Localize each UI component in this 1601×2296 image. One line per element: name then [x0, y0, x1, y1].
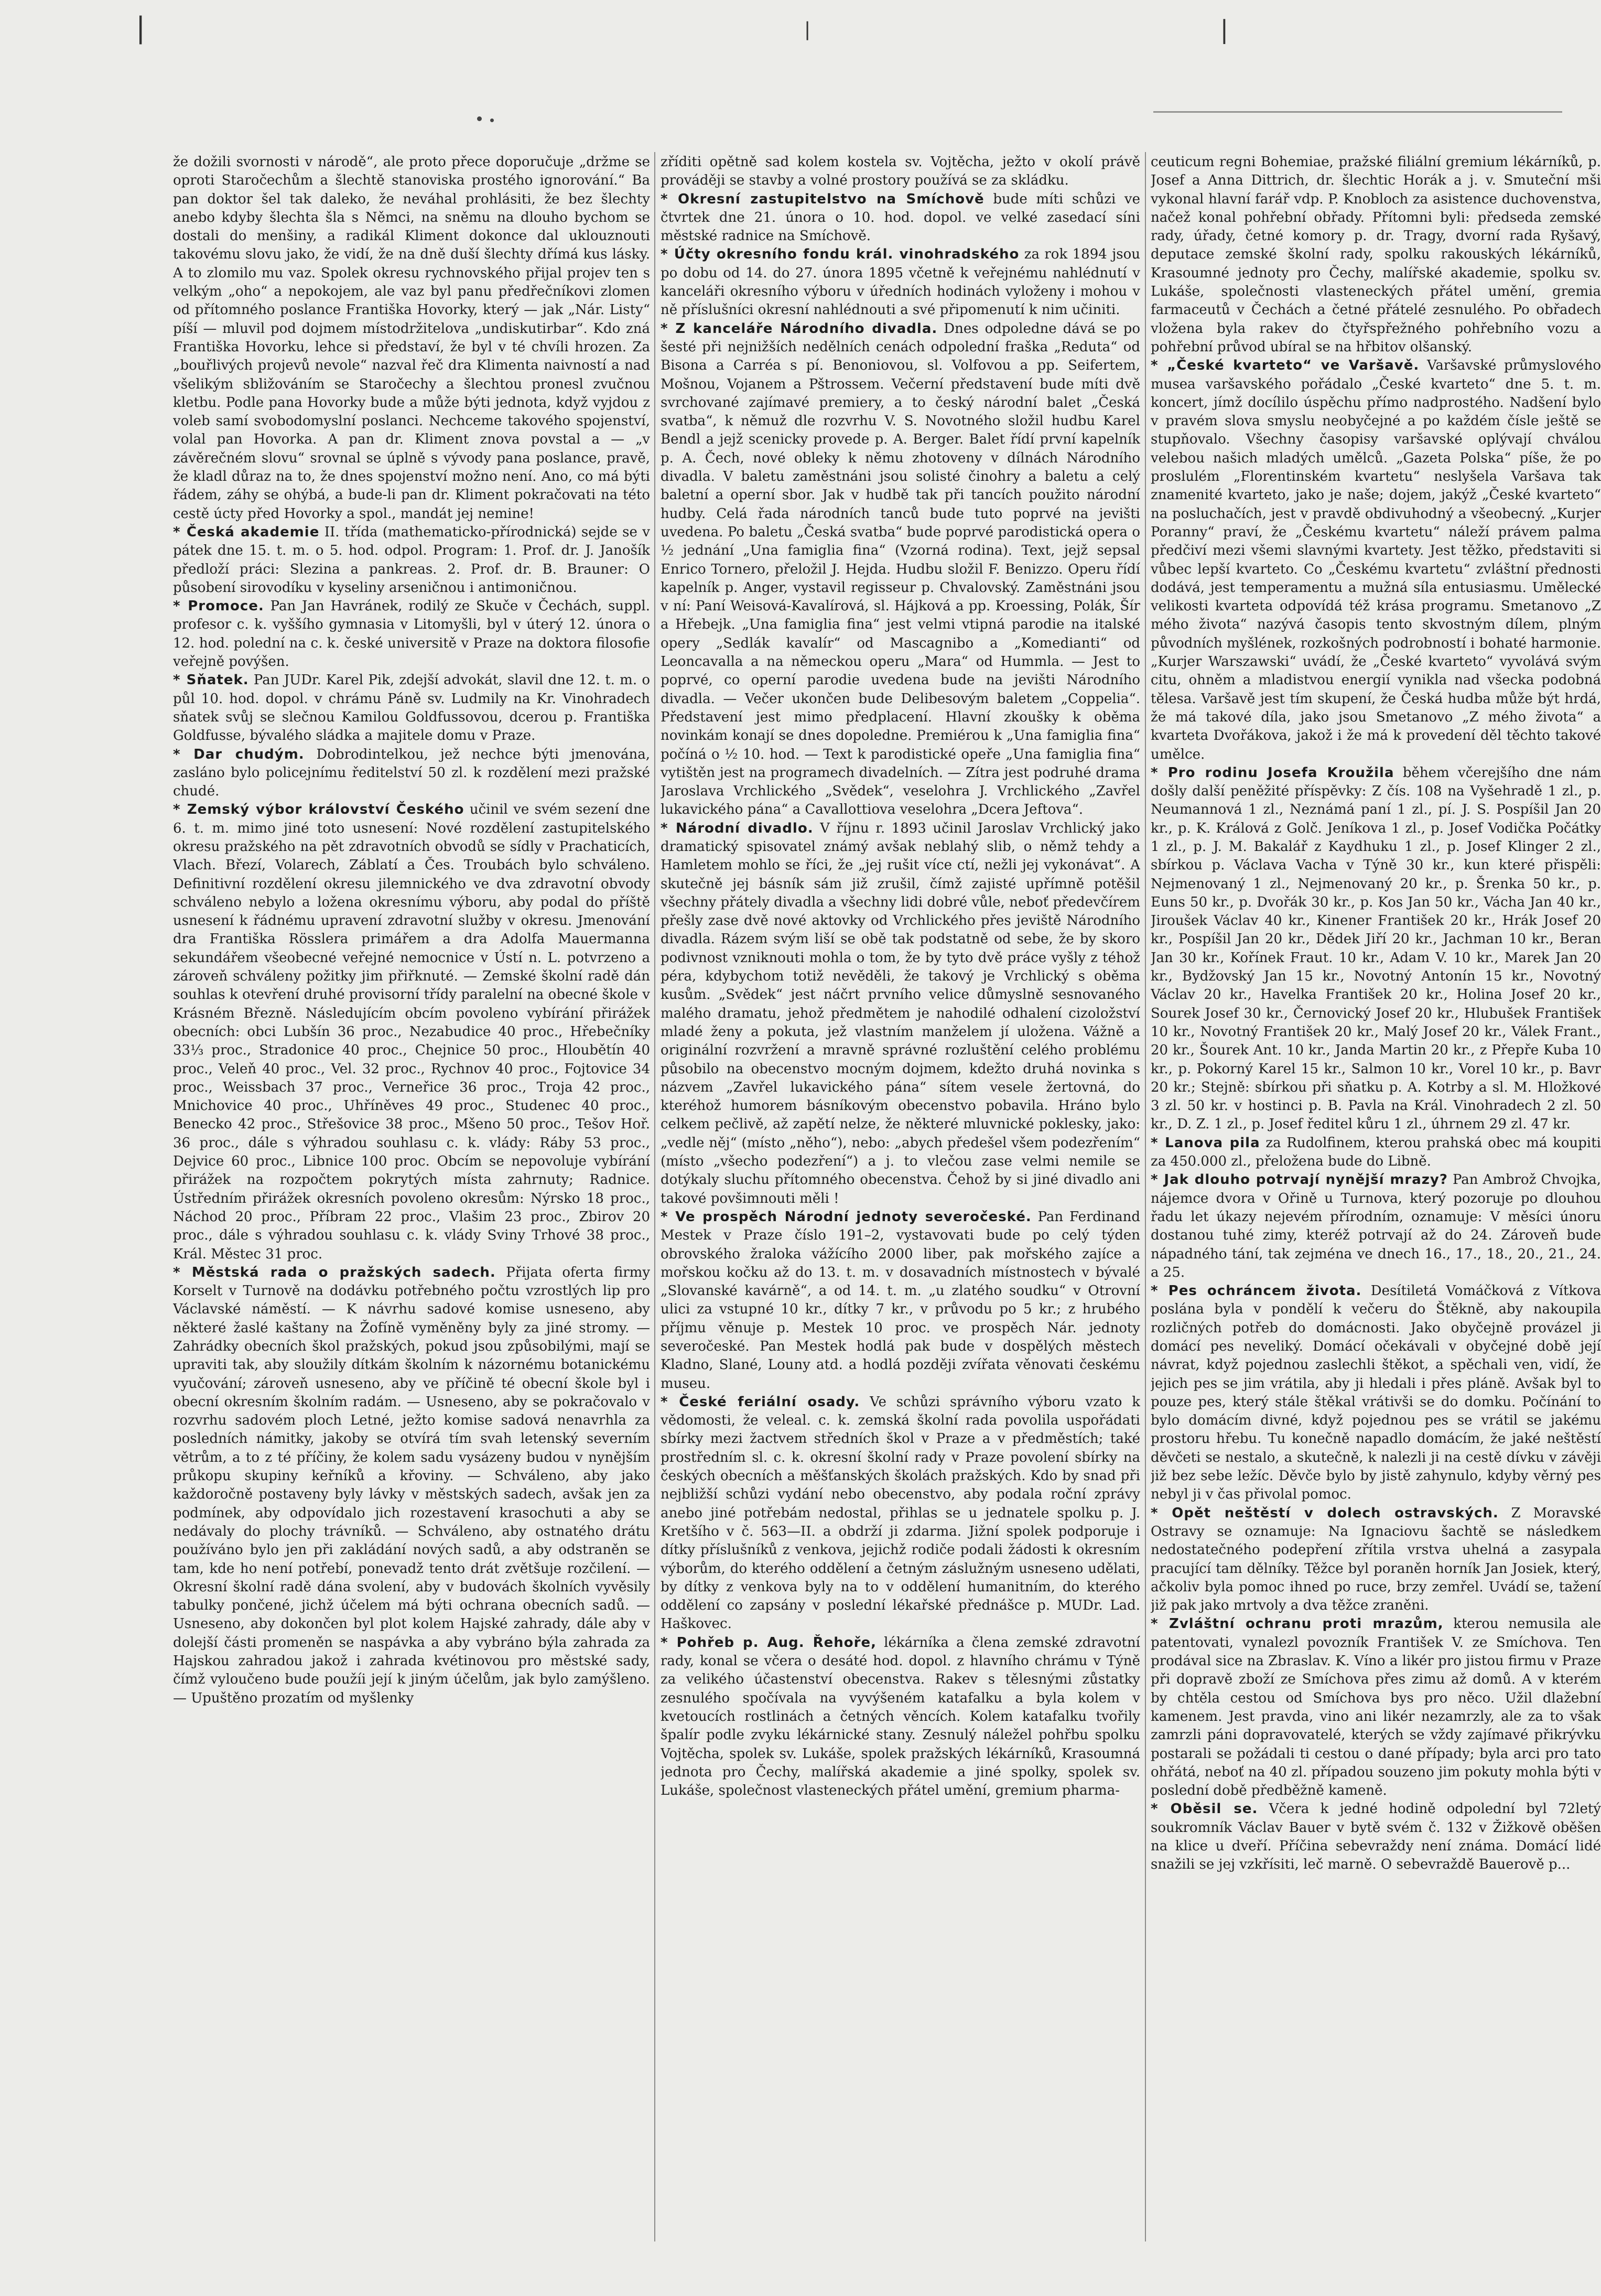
article-heading: * Zvláštní ochranu proti mrazům, [1151, 1616, 1444, 1632]
article-heading: * Promoce. [173, 598, 264, 615]
article-heading: * Národní divadlo. [661, 820, 814, 836]
article-heading: * Oběsil se. [1151, 1801, 1258, 1817]
article-heading: * Jak dlouho potrvají nynější mrazy? [1151, 1172, 1448, 1188]
article-heading: * „České kvarteto“ ve Varšavě. [1151, 358, 1420, 374]
column-rule-2 [1145, 152, 1146, 2241]
article-heading: * Česká akademie [173, 524, 320, 540]
article-paragraph: * Dar chudým. Dobrodintelkou, jež nechce býti jmenována, zasláno bylo policejnímu ředitelství 50 zl. k rozdělení mezi pražské chudé. [173, 746, 650, 800]
article-heading: * Z kanceláře Národního divadla. [661, 320, 938, 337]
article-heading: * Pro rodinu Josefa Kroužila [1151, 764, 1394, 781]
article-paragraph: * Česká akademie II. třída (mathematicko-přírodnická) sejde se v pátek dne 15. t. m. o 5. hod. odpol. Program: 1. Prof. dr. J. Janošík předloží práci: Slezina a pankreas. 2. Prof. dr. B. Brauner: O působení sirovodíku v kyseliny arseničnou i antimoničnou. [173, 524, 650, 596]
header-dot-1 [477, 116, 482, 121]
article-paragraph: zříditi opětně sad kolem kostela sv. Vojtěcha, ježto v okolí právě prováději se stavby a volné prostory používá se za skládku. [661, 154, 1140, 189]
article-paragraph: * Národní divadlo. V říjnu r. 1893 učinil Jaroslav Vrchlický jako dramatický spisovatel známý avšak neblahý slib, o němž tehdy a Hamletem mohlo se říci, že „jej rušit více ctí, nežli jej vykonávat“. A skutečně jej básník sám již zrušil, čímž zajisté upřímně potěšil všechny přátely divadla a všechny lidi dobré vůle, neboť předevčírem přešly zase dvě nové aktovky od Vrchlického přes jeviště Národního divadla. Rázem svým liší se obě tak podstatně od sebe, že by skoro podivnost vzniknouti mohla o tom, že by tyto dvě práce vyšly z téhož péra, kdybychom totiž nevěděli, že takový je Vrchlický s oběma kusům. „Svědek“ jest náčrt prvního velice důmyslně sesnovaného malého dramatu, jehož předmětem je nahodilé odhalení cizoložství mladé ženy a pokuta, jež vlastním manželem jí uložena. Vážně a originální rozvržení a mravně správné rozluštění celého problému působilo na obecenstvo mocným dojmem, kdežto druhá novinka s názvem „Zavřel lukavického pána“ sítem vesele žertovná, do kteréhož humorem básníkovým obecenstvo pobavila. Hráno bylo celkem pečlivě, až zapětí nelze, že některé mluvnické poklesky, jako: „vedle něj“ (místo „něho“), nebo: „abych předešel všem podezřením“ (místo „všecho podezření“) a j. to vlečou zase velmi nemile se dotýkaly sluchu přítomného obecenstva. Čehož by si jiné divadlo ani takové povšimnouti měli ! [661, 820, 1140, 1206]
article-paragraph: že dožili svornosti v národě“, ale proto přece doporučuje „držme se oproti Staročechům a šlechtě stanoviska prostého ignorování.“ Ba pan doktor šel tak daleko, že neváhal prohlásiti, že bez šlechty anebo kdyby šlechta šla s Němci, na sněmu na dlouho bychom se dostali do menšiny, a radikál Kliment dokonce dal uklouznouti takovému slovu jako, že vidí, že na dně duší šlechty dřímá kus lásky. A to zlomilo mu vaz. Spolek okresu rychnovského přijal projev ten s velkým „oho“ a nepokojem, ale vaz byl panu předřečníkovi zlomen od přítomného poslance Františka Hovorky, který — jak „Nár. Listy“ píší — mluvil pod dojmem místodržitelova „undiskutirbar“. Kdo zná Františka Hovorku, lehce si představí, že byl v té chvíli hrozen. Za „bouřlivých projevů nevole“ nazval řeč dra Klimenta naivností a nad všelikým sbližováním se Staročechy a šlechtou pronesl zvučnou kletbu. Podle pana Hovorky bude a může býti jednota, když vyjdou z voleb samí svobodomyslní poslanci. Nechceme takového spojenství, volal pan Hovorka. A pan dr. Kliment znova povstal a — „v závěrečném slovu“ srovnal se úplně s vývody pana poslance, pravě, že kladl důraz na to, že dnes spojenství možno není. Ano, co má býti řádem, záhy se ohýbá, a bude-li pan dr. Kliment pokračovati na této cestě úcty před Hovorky a spol., mandát jej nemine! [173, 154, 650, 522]
article-paragraph: * Z kanceláře Národního divadla. Dnes odpoledne dává se po šesté při nejnižších nedělních cenách odpolední fraška „Reduta“ od Bisona a Carréa s pí. Benoniovou, sl. Volfovou a pp. Seifertem, Mošnou, Vojanem a Pštrossem. Večerní představení bude míti dvě svrchované zajímavé premiery, a to český národní balet „Česká svatba“, k němuž dle rozvrhu V. S. Novotného složil hudbu Karel Bendl a jejž scenicky provede p. A. Berger. Balet řídí první kapelník p. A. Čech, nové obleky k němu zhotoveny v dílnách Národního divadla. V baletu zaměstnáni jsou solisté činohry a baletu a celý baletní a operní sbor. Jak v hudbě tak při tancích použito národní hudby. Celá řada národních tanců bude tuto poprvé na jevišti uvedena. Po baletu „Česká svatba“ bude poprvé parodistická opera o ½ jednání „Una famiglia fina“ (Vzorná rodina). Text, jejž sepsal Enrico Tornero, přeložil J. Hejda. Hudbu složil F. Benizzo. Operu řídí kapelník p. Anger, vystavil regisseur p. Chvalovský. Zaměstnáni jsou v ní: Paní Weisová-Kavalírová, sl. Hájková a pp. Kroessing, Polák, Šír a Hřebejk. „Una famiglia fina“ jest velmi vtipná parodie na italské opery „Sedlák kavalír“ od Mascagnibo a „Komedianti“ od Leoncavalla a na německou operu „Mara“ od Hummla. — Jest to poprvé, co operní parodie uvedena bude na jevišti Národního divadla. — Večer ukončen bude Delibesovým baletem „Coppelia“. Představení jest mimo předplacení. Hlavní zkoušky k oběma novinkám konají se dnes dopoledne. Premiérou k „Una famiglia fina“ počíná o ½ 10. hod. — Text k parodistické opeře „Una famiglia fina“ vytištěn jest na programech divadelních. — Zítra jest podruhé drama Jaroslava Vrchlického „Svědek“, veselohra J. Vrchlického „Zavřel lukavického pána“ a Cavallottiova veselohra „Dcera Jeftova“. [661, 320, 1140, 818]
article-paragraph: * České feriální osady. Ve schůzi správního výboru vzato k vědomosti, že veleal. c. k. zemská školní rada povolila uspořádati sbírky mezi žactvem středních škol v Praze a v předměstích; také prostředním sl. c. k. okresní školní rady v Praze povolení sbírky na českých obecních a měšťanských školách pražských. Kdo by snad při nejbližší schůzi vydání nebo obecenstvo, aby podala roční zprávy anebo jiné potřebám nedostal, přihlas se u jednatele spolku p. J. Kretšího v č. 563—II. a obdrží ji zdarma. Jižní spolek podporuje i dítky příslušníků z venkova, jejichž rodiče podali žádosti k okresním výborům, do kterého oddělení a četným záslužným usneseno udělati, by dítky z venkova byly na to v oddělení humanitním, do kterého oddělení co zapsány v poslední lékařské přednášce p. MUDr. Lad. Haškovec. [661, 1394, 1140, 1632]
article-heading: * Pohřeb p. Aug. Řehoře, [661, 1634, 877, 1651]
header-dot-2 [490, 118, 494, 122]
column-2 [661, 153, 1140, 2240]
column-3 [1151, 153, 1601, 2240]
article-paragraph: * Sňatek. Pan JUDr. Karel Pik, zdejší advokát, slavil dne 12. t. m. o půl 10. hod. dopol. v chrámu Páně sv. Ludmily na Kr. Vinohradech sňatek svůj se slečnou Kamilou Goldfussovou, dcerou p. Františka Goldfusse, bývalého sládka a majitele domu v Praze. [173, 672, 650, 744]
article-paragraph: * Pro rodinu Josefa Kroužila během včerejšího dne nám došly další peněžité příspěvky: Z čís. 108 na Vyšehradě 1 zl., p. Neumannová 1 zl., Neznámá paní 1 zl., pí. J. S. Pospíšil Jan 20 kr., p. K. Králová z Golč. Jeníkova 1 zl., p. Josef Vodička Počátky 1 zl., p. J. M. Bakalář z Kaydhuku 1 zl., p. Josef Klinger 2 zl., sbírkou p. Václava Vacha v Týně 30 kr., kun které přispěli: Nejmenovaný 1 zl., Nejmenovaný 20 kr., p. Šrenka 50 kr., p. Euns 50 kr., p. Dvořák 30 kr., p. Kos Jan 50 kr., Vácha Jan 40 kr., Jiroušek Václav 40 kr., Kinener František 20 kr., Hrák Josef 20 kr., Pospíšil Jan 20 kr., Dědek Jiří 20 kr., Jachman 10 kr., Beran Jan 30 kr., Kořínek Fraut. 10 kr., Adam V. 10 kr., Marek Jan 20 kr., Bydžovský Jan 15 kr., Novotný Antonín 15 kr., Novotný Václav 20 kr., Havelka František 20 kr., Holina Josef 20 kr., Sourek Josef 30 kr., Černovický Josef 20 kr., Hlubušek František 10 kr., Novotný František 20 kr., Malý Josef 20 kr., Válek Frant., 20 kr., Šourek Ant. 10 kr., Janda Martin 20 kr., z Přepře Kuba 10 kr., p. Pokorný Karel 15 kr., Salmon 10 kr., Vorel 10 kr., p. Bavr 20 kr.; Stejně: sbírkou při sňatku p. A. Kotrby a sl. M. Hložkové 3 zl. 50 kr. v hostinci p. B. Pavla na Král. Vinohradech 2 zl. 50 kr., D. Z. 1 zl., p. Josef ředitel kůru 1 zl., úhrnem 29 zl. 47 kr. [1151, 764, 1601, 1133]
article-paragraph: * Opět neštěstí v dolech ostravských. Z Moravské Ostravy se oznamuje: Na Ignaciovu šachtě se následkem nedostatečného podepření zřítila vrstva uhelná a zasypala pracující tam dělníky. Těžce byl poraněn horník Jan Josiek, který, ačkoliv byla pomoc ihned po ruce, brzy zemřel. Uvádí se, tažení již pak jako mrtvoly a dva těžce zraněni. [1151, 1505, 1601, 1614]
article-paragraph: * Pohřeb p. Aug. Řehoře, lékárníka a člena zemské zdravotní rady, konal se včera o desáté hod. dopol. z hlavního chrámu v Týně za velikého účastenství obecenstva. Rakev s tělesnými zůstatky zesnulého spočívala na vyvýšeném katafalku a byla kolem v kvetoucích rostlinách a četných věncích. Kolem katafalku tvořily špalír podle zvyku lékárnické stany. Zesnulý náležel pohřbu spolku Vojtěcha, spolek sv. Lukáše, spolek pražských lékárníků, Krasoumná jednota pro Čechy, malířská akademie a jiné spolky, spolek sv. Lukáše, společnost vlasteneckých přátel umění, gremium pharma- [661, 1634, 1140, 1799]
article-paragraph: * Okresní zastupitelstvo na Smíchově bude míti schůzi ve čtvrtek dne 21. února o 10. hod. dopol. ve velké zasedací síni městské radnice na Smíchově. [661, 191, 1140, 244]
column-1 [173, 153, 650, 2240]
article-paragraph: * Lanova pila za Rudolfinem, kterou prahská obec má koupiti za 450.000 zl., přeložena bude do Libně. [1151, 1135, 1601, 1170]
article-paragraph: * Zvláštní ochranu proti mrazům, kterou nemusila ale patentovati, vynalezl povozník František V. ze Smíchova. Ten prodával sice na Zbraslav. K. Víno a likér pro jistou firmu v Praze při dopravě zboží ze Smíchova přes zimu až domů. A v kterém by chtěla cestou od Smíchova bys pro něco. Užil dlažební kamenem. Jest pravda, vino ani likér nezamrzly, ale za to však zamrzli páni dopravovatelé, kterých se vždy zajímavé přikrývku postarali se požádali ti cestou o dané případy; byla arci pro tato ohřátá, neboť na 40 zl. případou souzeno jim pokuty mohla býti v poslední době předběžně kameně. [1151, 1616, 1601, 1799]
article-heading: * České feriální osady. [661, 1394, 860, 1410]
column-rule-1 [654, 152, 655, 2241]
article-heading: * Ve prospěch Národní jednoty severočeské. [661, 1209, 1032, 1225]
article-heading: * Lanova pila [1151, 1135, 1260, 1151]
article-heading: * Opět neštěstí v dolech ostravských. [1151, 1505, 1499, 1521]
header-mark-center: ❘ [799, 19, 816, 40]
article-paragraph: * Městská rada o pražských sadech. Přijata oferta firmy Korselt v Turnově na dodávku potřebného počtu vzrostlých lip pro Václavské náměstí. — K návrhu sadové komise usneseno, aby některé žaslé kaštany na Žofíně vyměněny byly za jiné stromy. — Zahrádky obecních škol pražských, pokud jsou způsobilými, mají se upraviti tak, aby sloužily dítkám školním k názornému botanickému vyučování; zároveň usneseno, aby ve příčině té obecní škole byl i obecní okresním školním radám. — Usneseno, aby se pokračovalo v rozvrhu sadovém ploch Letné, ježto komise sadová nenavrhla za posledních námitky, jakoby se otvírá tím svah letenský severním větrům, a to z té příčiny, že kolem sadu vysázeny budou v nynějším průkopu skupiny keřníků a křoviny. — Schváleno, aby jako každoročně postaveny byly lávky v městských sadech, avšak jen za podmínek, aby odpovídalo jich rozestavení krasochuti a aby se nedávaly do plochy trávníků. — Schváleno, aby ostnatého drátu používáno bylo jen při zakládání nových sadů, a aby odstraněn se tam, kde ho není potřebí, ponevadž tento drát zvětšuje rozčilení. — Okresní školní radě dána svolení, aby v budovách školních vyvěsily tabulky pončené, jichž účelem má býti ochrana obecních sadů. — Usneseno, aby dokončen byl plot kolem Hajské zahrady, dále aby v dolejší části promeněn se naspávka a aby vybráno býla zahrada za Hajskou zahradou jakož i zahrada kvétinovou pro městské sady, čímž vyloučeno bude použíi její k jiným účelům, jak bylo zamýšleno. — Upuštěno prozatím od myšlenky [173, 1264, 650, 1706]
article-heading: * Účty okresního fondu král. vinohradského [661, 246, 1020, 263]
article-paragraph: * Ve prospěch Národní jednoty severočeské. Pan Ferdinand Mestek v Praze číslo 191–2, vystavovati bude po celý týden obrovského žraloka vážícího 2000 liber, pak mořského zajíce a mořskou kočku až do 13. t. m. v dosavadních místnostech v bývalé „Slovanské kavárně“, a od 14. t. m. „u zlatého soudku“ v Otrovní ulici za vstupné 10 kr., dítky 7 kr., v průvodu po 5 kr.; z hrubého příjmu věnuje p. Mestek 10 proc. ve prospěch Nár. jednoty severočeské. Pan Mestek hodlá pak bude v dospělých městech Kladno, Slané, Louny atd. a hodlá později zvířata věnovati českému museu. [661, 1209, 1140, 1392]
header-mark-right: ⎜ [1221, 20, 1232, 44]
article-paragraph: * Promoce. Pan Jan Havránek, rodilý ze Skuče v Čechách, suppl. profesor c. k. vyššího gymnasia v Litomyšli, byl v úterý 12. února o 12. hod. polední na c. k. české universitě v Praze na doktora filosofie veřejně povýšen. [173, 598, 650, 670]
header-rule-right [1153, 111, 1562, 113]
header-mark-left: ⎜ [137, 16, 149, 44]
article-heading: * Okresní zastupitelstvo na Smíchově [661, 191, 985, 207]
article-paragraph: ceuticum regni Bohemiae, pražské filiální gremium lékárníků, p. Josef a Anna Dittrich, dr. šlechtic Horák a j. v. Smuteční mši vykonal hlavní farář vdp. P. Knobloch za asistence duchovenstva, načež konal pohřební obřady. Přítomni byli: předseda zemské rady, úřady, četné komory p. dr. Tragy, dvorní rada Ryšavý, deputace zemské školní rady, spolku rakouských lékárníků, Krasoumné jednoty pro Čechy, malířské akademie, spolku sv. Lukáše, společnosti vlasteneckých přátel umění, gremia farmaceutů v Čechách a četné přátelé zesnulého. Po obřadech vložena byla rakev do čtyřspřežného pohřebního vozu a pohřební průvod ubíral se na hřbitov olšanský. [1151, 154, 1601, 355]
article-paragraph: * „České kvarteto“ ve Varšavě. Varšavské průmyslového musea varšavského pořádalo „České kvarteto“ dne 5. t. m. koncert, jímž docílilo úspěchu přímo nadprostého. Nadšení bylo v pravém slova smyslu neobyčejné a po každém čísle ještě se stupňovalo. Všechny časopisy varšavské oplývají chválou velebou našich mladých umělců. „Gazeta Polska“ píše, že po proslulém „Florentinském kvartetu“ neslyšela Varšava tak znamenité kvarteto, jako je naše; dojem, jakýž „České kvarteto“ na posluchačích, jest v pravdě obdivuhodný a všeobecný. „Kurjer Poranny“ praví, že „Českému kvartetu“ náleží právem palma předčiví mezi všemi slavnými kvartety. Jest těžko, představiti si vůbec lepší kvarteto. Co „Českému kvartetu“ zvláštní přednosti dodává, jest temperamentu a mužná síla entusiasmu. Umělecké velikosti kvarteta odpovídá též krása programu. Smetanovo „Z mého života“ nazývá časopis tento skvostným dílem, plným původních myšlének, rozkošných podrobností i bohaté harmonie. „Kurjer Warszawski“ uvádí, že „České kvarteto“ vyvolává svým citu, ohněm a mladistvou energií vynikla nad všecka podobná tělesa. Varšavě jest tím skupení, že Česká hudba může být hrdá, že má takové díla, jako jsou Smetanovo „Z mého života“ a kvarteta Dvořákova, jakož i že má k provedení děl těchto takové umělce. [1151, 358, 1601, 762]
article-paragraph: * Jak dlouho potrvají nynější mrazy? Pan Ambrož Chvojka, nájemce dvora v Ořině u Turnova, který pozoruje po dlouhou řadu let úkazy nejevém přírodním, oznamuje: V měsíci únoru dostanou tuhé zimy, kteréž potrvají až do 24. Zároveň bude nápadného tání, tak zejména ve dnech 16., 17., 18., 20., 21., 24. a 25. [1151, 1172, 1601, 1280]
article-heading: * Sňatek. [173, 672, 249, 688]
article-heading: * Pes ochráncem života. [1151, 1283, 1362, 1299]
article-paragraph: * Pes ochráncem života. Desítiletá Vomáčková z Vítkova poslána byla v pondělí k večeru do Štěkně, aby nakoupila rozličných potřeb do domácnosti. Jako obyčejně provázel ji domácí pes neveliký. Domácí očekávali v obyčejné době její návrat, když pojednou zaslechli štěkot, a spěchali ven, vidí, že jejich pes se jim vrátila, aby ji hledali i přes pláně. Avšak byl to pouze pes, který stále štěkal vrátivši se do domku. Počínání to bylo domácím divné, když pojednou pes se vrátil se jakému prostoru hřebu. Tu konečně napadlo domácím, že jaké neštěstí děvčeti se nestalo, a skutečně, k nalezli ji na cestě dívku v závěji již bez sebe ležíc. Děvče bylo by jistě zahynulo, kdyby věrný pes nebyl ji v čas přivolal pomoc. [1151, 1283, 1601, 1503]
article-heading: * Městská rada o pražských sadech. [173, 1264, 496, 1280]
article-paragraph: * Účty okresního fondu král. vinohradského za rok 1894 jsou po dobu od 14. do 27. února 1895 včetně k veřejnému nahlédnutí v kanceláři okresního výboru v úředních hodinách vyloženy i mohou v ně příslušníci okresní nahlédnouti a své připomenutí k nim učiniti. [661, 246, 1140, 318]
article-paragraph: * Zemský výbor království Českého učinil ve svém sezení dne 6. t. m. mimo jiné toto usnesení: Nové rozdělení zastupitelského okresu pražského na pět zdravotních obvodů se sídly v Prachaticích, Vlach. Březí, Volarech, Záblatí a Čes. Troubách bylo schváleno. Definitivní rozdělení okresu jilemnického ve dva zdravotní obvody schváleno nebylo a ložena okresnímu výboru, aby podal do příště usnesení k řádnému upravení zdravotní služby v okresu. Jmenování dra Františka Rösslera primářem a dra Adolfa Mauermanna sekundářem všeobecné veřejné nemocnice v Ústí n. L. potvrzeno a zároveň schváleny požitky jim přiřknuté. — Zemské školní radě dán souhlas k otevření druhé provisorní třídy paralelní na obecné škole v Krásném Březně. Následujícím obcím povoleno vybírání přirážek obecních: obci Lubšín 36 proc., Nezabudice 40 proc., Hřebečníky 33⅓ proc., Stradonice 40 proc., Chejnice 50 proc., Hloubětín 40 proc., Veleň 40 proc., Vel. 32 proc., Rychnov 40 proc., Fojtovice 34 proc., Weissbach 37 proc., Verneřice 36 proc., Troja 42 proc., Mnichovice 40 proc., Uhříněves 49 proc., Studenec 40 proc., Benecko 42 proc., Střešovice 38 proc., Mšeno 50 proc., Tešov Hoř. 36 proc., dále s výhradou souhlasu c. k. vlády: Ráby 53 proc., Dejvice 60 proc., Libnice 100 proc. Obcím se nepovoluje vybírání přirážek na rozpočtem pokrytých místa zahrnuty; Radnice. Ústředním přirážek okresních povoleno okresům: Nýrsko 18 proc., Náchod 20 proc., Příbram 22 proc., Vlašim 23 proc., Zbirov 20 proc., dále s výhradou souhlasu c. k. vlády Sviny Trhové 38 proc., Král. Městec 31 proc. [173, 802, 650, 1262]
article-heading: * Dar chudým. [173, 746, 305, 762]
article-paragraph: * Oběsil se. Včera k jedné hodině odpolední byl 72letý soukromník Václav Bauer v bytě svém č. 132 v Žižkově oběšen na klice u dveří. Příčina sebevraždy není známa. Domácí lidé snažili se jej vzkřísiti, leč marně. O sebevraždě Bauerově p... [1151, 1801, 1601, 1873]
article-heading: * Zemský výbor království Českého [173, 802, 464, 818]
